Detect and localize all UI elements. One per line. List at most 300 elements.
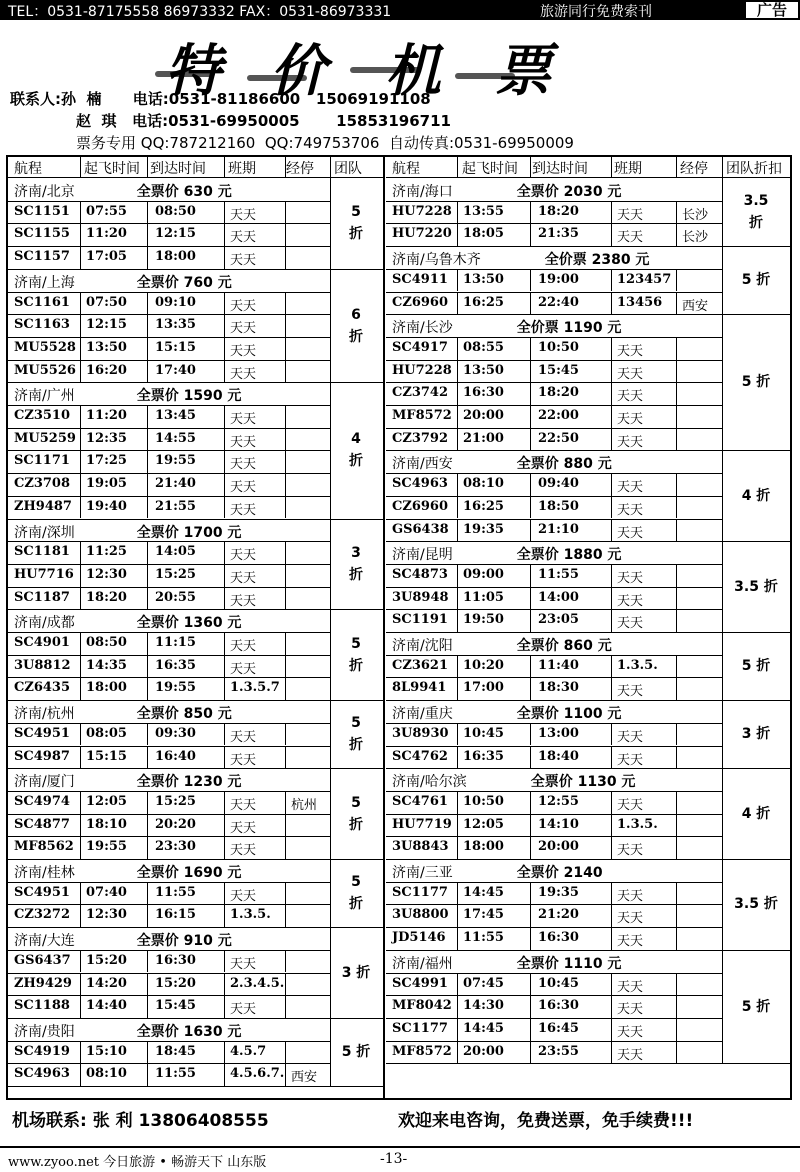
cell-separator (611, 791, 612, 814)
flight-number: ZH9487 (14, 498, 72, 514)
route-header-left (14, 771, 241, 791)
cell-separator (676, 564, 677, 587)
flight-number: SC4762 (392, 748, 448, 764)
cell-separator (611, 564, 612, 587)
flight-row (0, 1041, 800, 1064)
cell-separator (147, 314, 148, 337)
cell-separator (611, 677, 612, 700)
cell-separator (457, 223, 458, 246)
flight-number: MF8572 (392, 408, 452, 423)
departure-time: 10:50 (463, 793, 504, 809)
flight-row (0, 473, 800, 496)
discount-right: 3.5 折 (743, 193, 769, 232)
ad-badge: 广告 (744, 0, 800, 20)
cell-separator (285, 541, 286, 564)
cell-separator (224, 246, 225, 269)
cell-separator (611, 973, 612, 996)
flight-row (0, 519, 800, 542)
cell-separator (80, 314, 81, 337)
route-name: 济南/贵阳 (14, 1023, 75, 1040)
tagline: 旅游同行免费索刊 (540, 4, 652, 20)
cell-separator (80, 950, 81, 973)
flight-number: GS6438 (392, 521, 449, 537)
flight-number: SC1188 (14, 998, 70, 1014)
cell-separator (530, 791, 531, 814)
schedule: 4.5.6.7. (230, 1066, 285, 1082)
discount-left: 3 折 (341, 964, 371, 981)
schedule: 天天 (230, 729, 257, 745)
cell-separator (224, 632, 225, 655)
column-header-left: 起飞时间 (84, 161, 140, 177)
cell-separator (676, 382, 677, 405)
cell-separator (530, 995, 531, 1018)
full-fare: 全票价 1230 元 (136, 774, 242, 791)
cell-separator (676, 677, 677, 700)
departure-time: 12:05 (86, 793, 127, 809)
cell-separator (457, 496, 458, 519)
discount-right: 5 折 (741, 272, 771, 289)
cell-separator (676, 1041, 677, 1064)
departure-time: 12:30 (86, 907, 127, 923)
departure-time: 16:30 (463, 385, 504, 401)
cell-separator (224, 950, 225, 973)
schedule: 13456 (617, 294, 663, 310)
flight-number: 3U8930 (392, 725, 449, 741)
full-fare: 全票价 1100 元 (516, 706, 622, 723)
cell-separator (676, 746, 677, 769)
route-name: 济南/上海 (14, 274, 75, 291)
arrival-time: 18:30 (538, 680, 579, 696)
departure-time: 20:00 (463, 1043, 504, 1059)
arrival-time: 20:55 (155, 589, 196, 605)
arrival-time: 12:15 (155, 226, 196, 242)
contact-line-3: 票务专用 QQ:787212160 QQ:749753706 自动传真:0531-69950009 (76, 134, 574, 152)
full-fare: 全票价 760 元 (136, 274, 232, 291)
cell-separator (611, 1018, 612, 1041)
flight-number: CZ3708 (14, 476, 71, 492)
flight-number: MU5259 (14, 430, 76, 446)
route-header-right (392, 181, 621, 201)
arrival-time: 19:00 (538, 271, 579, 287)
flight-number: MU5528 (14, 339, 76, 355)
cell-separator (676, 496, 677, 519)
stopover: 西安 (291, 1070, 318, 1086)
cell-separator (611, 814, 612, 837)
full-fare: 全票价 630 元 (136, 184, 232, 200)
airport-contact: 机场联系: 张 利 13806408555 (12, 1111, 269, 1131)
cell-separator (530, 655, 531, 678)
cell-separator (80, 541, 81, 564)
discount-rule (722, 632, 790, 633)
route-header-right (392, 249, 649, 269)
flight-number: SC4991 (392, 975, 448, 991)
arrival-time: 18:45 (155, 1043, 196, 1059)
cell-separator (457, 904, 458, 927)
cell-separator (611, 473, 612, 496)
schedule: 1.3.5. (617, 816, 658, 832)
cell-separator (457, 995, 458, 1018)
flight-number: SC1163 (14, 317, 70, 333)
discount-left: 5 折 (349, 715, 363, 754)
route-name: 济南/西安 (392, 456, 453, 473)
departure-time: 11:20 (86, 408, 127, 423)
header-separator (530, 157, 531, 177)
center-divider (383, 157, 385, 1098)
departure-time: 19:35 (463, 521, 504, 537)
row-rule (386, 768, 722, 769)
cell-separator (676, 405, 677, 428)
cell-separator (530, 927, 531, 950)
page-number: -13- (380, 1151, 408, 1167)
cell-separator (457, 1018, 458, 1041)
full-fare: 全票价 850 元 (136, 706, 232, 723)
departure-time: 16:25 (463, 294, 504, 310)
cell-separator (285, 246, 286, 269)
departure-time: 19:40 (86, 498, 127, 514)
departure-time: 08:55 (463, 339, 504, 355)
flight-number: SC1191 (392, 612, 448, 628)
flight-number: SC4877 (14, 816, 70, 832)
discount-left: 5 折 (349, 204, 363, 243)
arrival-time: 18:40 (538, 748, 579, 764)
discount-left: 5 折 (349, 794, 363, 833)
cell-separator (676, 927, 677, 950)
flight-row (0, 382, 800, 405)
route-header-right (392, 544, 621, 564)
cell-separator (676, 882, 677, 905)
flight-number: CZ3621 (392, 657, 449, 673)
full-fare: 全价票 1190 元 (516, 320, 622, 337)
arrival-time: 15:15 (155, 339, 196, 355)
schedule: 天天 (617, 480, 644, 496)
title-char: 特 (165, 38, 221, 104)
departure-time: 18:00 (86, 680, 127, 696)
discount-rule (722, 450, 790, 451)
route-name: 济南/厦门 (14, 774, 75, 791)
cell-separator (611, 927, 612, 950)
flight-number: SC4761 (392, 793, 448, 809)
cell-separator (147, 1063, 148, 1086)
cell-separator (457, 587, 458, 610)
arrival-time: 16:30 (538, 930, 579, 946)
row-rule (386, 541, 722, 542)
flight-row (0, 269, 800, 292)
cell-separator (285, 314, 286, 337)
cell-separator (676, 791, 677, 814)
schedule: 1.3.5.7 (230, 680, 280, 696)
flight-number: CZ6960 (392, 294, 449, 310)
schedule: 天天 (230, 1002, 257, 1018)
departure-time: 13:50 (86, 339, 127, 355)
departure-time: 14:40 (86, 998, 127, 1014)
cell-separator (457, 1041, 458, 1064)
cell-separator (285, 1063, 286, 1086)
cell-separator (530, 587, 531, 610)
column-header-right: 班期 (614, 161, 642, 177)
departure-time: 11:55 (463, 930, 504, 946)
cell-separator (676, 269, 677, 292)
route-header-right (392, 771, 635, 791)
cell-separator (530, 973, 531, 996)
schedule: 天天 (617, 843, 644, 859)
departure-time: 10:20 (463, 657, 504, 673)
departure-time: 12:30 (86, 566, 127, 582)
departure-time: 14:45 (463, 884, 504, 900)
schedule: 天天 (230, 661, 257, 677)
full-fare: 全票价 1590 元 (136, 388, 242, 405)
cell-separator (611, 201, 612, 224)
arrival-time: 15:45 (538, 362, 579, 378)
flight-number: SC4901 (14, 635, 70, 650)
flight-number: CZ6960 (392, 498, 449, 514)
arrival-time: 18:50 (538, 498, 579, 514)
schedule: 4.5.7 (230, 1043, 267, 1059)
header-separator (147, 157, 148, 177)
flight-number: MF8572 (392, 1043, 452, 1059)
cell-separator (530, 496, 531, 519)
departure-time: 16:20 (86, 362, 127, 378)
arrival-time: 22:50 (538, 430, 579, 446)
route-name: 济南/福州 (392, 955, 453, 972)
cell-separator (457, 814, 458, 837)
discount-left: 6 折 (349, 306, 363, 345)
cell-separator (530, 836, 531, 859)
discount-right: 3.5 折 (734, 578, 778, 595)
arrival-time: 15:20 (155, 975, 196, 991)
contact-numbers: TEL：0531-87175558 86973332 FAX：0531-86973331 (8, 4, 392, 20)
flight-number: 3U8843 (392, 839, 449, 855)
schedule: 天天 (230, 298, 257, 314)
arrival-time: 10:45 (538, 975, 579, 991)
cell-separator (285, 450, 286, 473)
full-fare: 全票价 2140 (516, 865, 603, 881)
arrival-time: 21:10 (538, 521, 579, 537)
discount-rule (722, 1063, 790, 1064)
arrival-time: 16:30 (155, 952, 196, 968)
flight-row (0, 723, 800, 746)
flight-number: SC1155 (14, 226, 70, 242)
flight-row (0, 746, 800, 769)
departure-time: 14:45 (463, 1020, 504, 1036)
cell-separator (530, 292, 531, 315)
schedule: 天天 (617, 1002, 644, 1018)
header-separator (457, 157, 458, 177)
flight-number: SC1187 (14, 589, 70, 605)
schedule: 天天 (617, 934, 644, 950)
flight-number: HU7228 (392, 203, 452, 219)
departure-time: 12:05 (463, 816, 504, 832)
flight-number: JD5146 (392, 930, 446, 946)
route-name: 济南/长沙 (392, 320, 453, 337)
header-separator (285, 157, 286, 177)
departure-time: 07:55 (86, 203, 127, 219)
flight-number: SC1157 (14, 249, 70, 265)
arrival-time: 10:50 (538, 339, 579, 355)
cell-separator (457, 519, 458, 542)
flight-number: ZH9429 (14, 975, 72, 991)
cell-separator (530, 473, 531, 496)
arrival-time: 16:35 (155, 657, 196, 673)
discount-rule (722, 700, 790, 701)
cell-separator (147, 246, 148, 269)
discount-left: 5 折 (349, 874, 363, 913)
cell-separator (224, 314, 225, 337)
cell-separator (611, 723, 612, 746)
flight-number: SC1151 (14, 203, 70, 219)
flight-number: SC4873 (392, 566, 448, 582)
flight-row (0, 587, 800, 610)
discount-rule (722, 768, 790, 769)
cell-separator (676, 519, 677, 542)
departure-time: 20:00 (463, 408, 504, 423)
cell-separator (285, 950, 286, 973)
header-separator (611, 157, 612, 177)
flight-row (0, 564, 800, 587)
route-header-left (14, 862, 241, 882)
schedule: 天天 (617, 797, 644, 813)
departure-time: 18:00 (463, 839, 504, 855)
departure-time: 14:20 (86, 975, 127, 991)
row-rule (386, 1063, 722, 1064)
schedule: 天天 (617, 343, 644, 359)
cell-separator (530, 337, 531, 360)
stopover: 长沙 (682, 207, 709, 223)
discount-left: 5 折 (341, 1043, 371, 1060)
route-name: 济南/广州 (14, 388, 75, 405)
route-name: 济南/成都 (14, 615, 75, 632)
departure-time: 15:20 (86, 952, 127, 968)
cell-separator (224, 1063, 225, 1086)
full-fare: 全票价 1630 元 (136, 1023, 242, 1040)
contact-line-2: 赵 琪 电话:0531-69950005 15853196711 (76, 112, 451, 130)
full-fare: 全票价 2030 元 (516, 184, 622, 200)
full-fare: 全票价 1690 元 (136, 865, 242, 881)
schedule: 天天 (230, 207, 257, 223)
arrival-time: 21:40 (155, 476, 196, 492)
flight-number: MF8042 (392, 998, 452, 1014)
header-separator (224, 157, 225, 177)
schedule: 天天 (617, 207, 644, 223)
departure-time: 11:20 (86, 226, 127, 242)
schedule: 天天 (617, 230, 644, 246)
schedule: 天天 (230, 366, 257, 382)
arrival-time: 11:55 (538, 566, 579, 582)
row-rule (386, 950, 722, 951)
departure-time: 07:40 (86, 884, 127, 900)
cell-separator (676, 428, 677, 451)
departure-time: 17:00 (463, 680, 504, 696)
flight-number: HU7719 (392, 816, 452, 832)
flight-number: HU7220 (392, 226, 452, 242)
arrival-time: 08:50 (155, 203, 196, 219)
cell-separator (676, 473, 677, 496)
title-char: 票 (495, 38, 551, 104)
cell-separator (457, 609, 458, 632)
flight-number: SC4963 (14, 1066, 70, 1082)
departure-time: 09:00 (463, 566, 504, 582)
cell-separator (530, 201, 531, 224)
cell-separator (611, 904, 612, 927)
cell-separator (611, 836, 612, 859)
stopover: 杭州 (291, 797, 318, 813)
flight-number: SC1161 (14, 294, 70, 310)
flight-row (0, 904, 800, 927)
schedule: 天天 (617, 434, 644, 450)
cell-separator (457, 337, 458, 360)
discount-left: 5 折 (349, 635, 363, 674)
arrival-time: 23:30 (155, 839, 196, 855)
schedule: 天天 (617, 1047, 644, 1063)
departure-time: 13:50 (463, 362, 504, 378)
arrival-time: 21:55 (155, 498, 196, 514)
header-rule (386, 177, 790, 178)
welcome-message: 欢迎来电咨询，免费送票，免手续费!!! (398, 1111, 694, 1131)
header-separator (676, 157, 677, 177)
row-rule (8, 1086, 330, 1087)
column-header-left: 班期 (228, 161, 256, 177)
route-name: 济南/大连 (14, 933, 75, 950)
flight-number: SC4974 (14, 793, 70, 809)
flight-row (0, 223, 800, 246)
cell-separator (285, 632, 286, 655)
departure-time: 12:15 (86, 317, 127, 333)
route-name: 济南/海口 (392, 184, 453, 200)
schedule: 天天 (230, 797, 257, 813)
cell-separator (676, 337, 677, 360)
flight-row (0, 360, 800, 383)
full-fare: 全票价 880 元 (516, 456, 612, 473)
departure-time: 17:05 (86, 249, 127, 265)
route-name: 济南/昆明 (392, 547, 453, 564)
arrival-time: 15:45 (155, 998, 196, 1014)
arrival-time: 18:20 (538, 385, 579, 401)
schedule: 天天 (617, 593, 644, 609)
cell-separator (530, 360, 531, 383)
full-fare: 全票价 1700 元 (136, 524, 242, 541)
departure-time: 13:55 (463, 203, 504, 219)
cell-separator (457, 360, 458, 383)
cell-separator (676, 609, 677, 632)
departure-time: 19:50 (463, 612, 504, 628)
cell-separator (676, 201, 677, 224)
route-name: 济南/桂林 (14, 865, 75, 881)
cell-separator (530, 609, 531, 632)
flight-number: CZ6435 (14, 680, 71, 696)
departure-time: 17:25 (86, 453, 127, 469)
schedule: 天天 (617, 752, 644, 768)
departure-time: 15:15 (86, 748, 127, 764)
discount-right: 4 折 (741, 805, 771, 822)
discount-left: 4 折 (349, 431, 363, 470)
arrival-time: 22:40 (538, 294, 579, 310)
departure-time: 16:35 (463, 748, 504, 764)
departure-time: 18:05 (463, 226, 504, 242)
cell-separator (611, 360, 612, 383)
flight-number: CZ3742 (392, 385, 449, 401)
schedule: 天天 (230, 570, 257, 586)
cell-separator (611, 223, 612, 246)
flight-row (0, 927, 800, 950)
flight-number: HU7716 (14, 566, 74, 582)
arrival-time: 23:05 (538, 612, 579, 628)
arrival-time: 17:40 (155, 362, 196, 378)
discount-left: 3 折 (349, 544, 363, 583)
schedule: 天天 (230, 253, 257, 269)
flight-number: SC1181 (14, 544, 70, 560)
schedule: 天天 (617, 412, 644, 427)
full-fare: 全票价 1360 元 (136, 615, 242, 632)
flight-row (0, 201, 800, 224)
